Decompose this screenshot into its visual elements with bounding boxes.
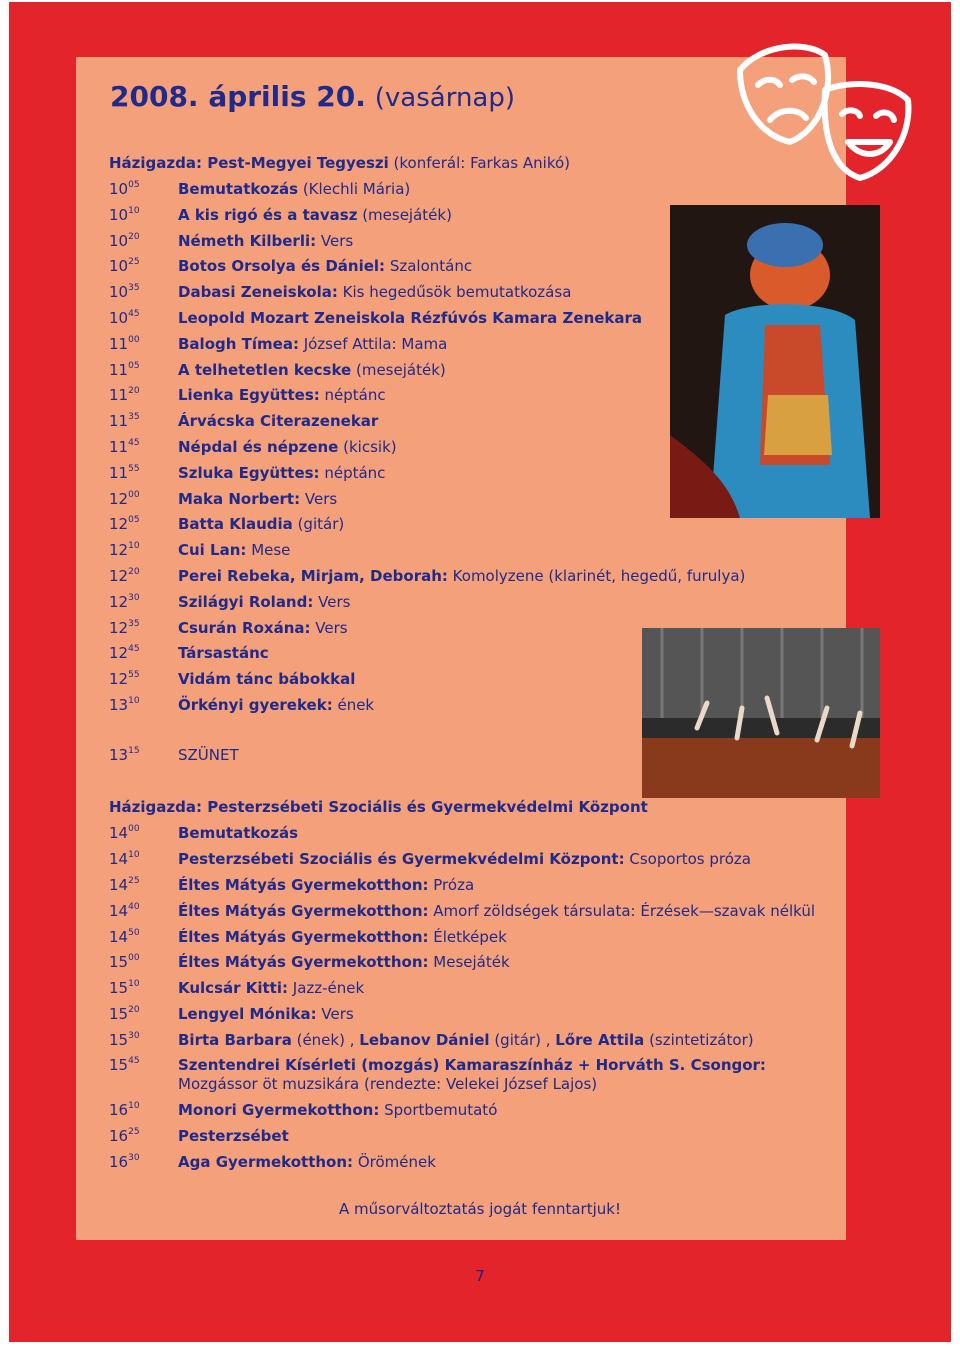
program-text: [178, 386, 818, 405]
time: [109, 1101, 174, 1120]
host-line-1: [109, 154, 570, 172]
time-minute: 25: [128, 876, 140, 886]
time-hour: 14: [109, 928, 129, 946]
performer: Németh Kilberli:: [178, 231, 317, 250]
program-text: [178, 335, 818, 354]
time: [109, 1005, 174, 1024]
time-hour: 12: [109, 592, 129, 611]
program-text: [178, 309, 818, 328]
program-text: [178, 1101, 818, 1120]
time-minute: 45: [128, 1056, 140, 1066]
performer: Lebanov Dániel: [359, 1031, 490, 1049]
time-hour: 12: [109, 618, 129, 637]
performer: Pesterzsébeti Szociális és Gyermekvédelmi Központ:: [178, 850, 625, 868]
program-detail: ének: [332, 696, 375, 714]
time-hour: 13: [109, 746, 129, 764]
time-minute: 10: [128, 696, 140, 706]
time-minute: 10: [128, 1101, 140, 1111]
program-detail: (mesejáték): [357, 205, 452, 224]
time: [109, 593, 174, 612]
time-hour: 11: [109, 438, 129, 456]
program-text: [178, 490, 818, 509]
program-text: [178, 438, 818, 457]
program-detail: Vers: [316, 231, 354, 250]
time: [109, 1031, 174, 1050]
time-hour: 12: [109, 644, 129, 663]
time-hour: 10: [109, 283, 129, 302]
time-hour: 15: [109, 1056, 129, 1074]
time-hour: 10: [109, 180, 129, 198]
performer: Bemutatkozás: [178, 180, 299, 198]
time-minute: 45: [128, 438, 140, 448]
time-minute: 00: [128, 489, 140, 500]
time-hour: 12: [109, 670, 129, 689]
program-detail: Sportbemutató: [379, 1101, 498, 1119]
time-minute: 00: [128, 334, 140, 345]
time-hour: 12: [109, 489, 129, 508]
time-minute: 35: [128, 283, 140, 294]
program-text: [178, 361, 818, 380]
time-hour: 13: [109, 696, 129, 714]
time: [109, 257, 174, 276]
page-number: 7: [475, 1267, 485, 1285]
time-hour: 12: [109, 567, 129, 585]
performer: Éltes Mátyás Gyermekotthon:: [178, 953, 429, 971]
performer: A telhetetlen kecske: [178, 360, 352, 379]
performer: A kis rigó és a tavasz: [178, 205, 358, 224]
time-minute: 00: [128, 953, 140, 963]
program-text: [178, 644, 818, 663]
performer: Monori Gyermekotthon:: [178, 1101, 380, 1119]
performer: Kulcsár Kitti:: [178, 979, 288, 997]
host-line-2: [109, 798, 648, 816]
program-text: [178, 850, 818, 869]
program-detail: Örömének: [353, 1153, 436, 1171]
time-hour: 16: [109, 1101, 129, 1119]
performer: Batta Klaudia: [178, 515, 293, 534]
time-hour: 10: [109, 309, 129, 327]
time-hour: 11: [109, 334, 129, 353]
performer: Éltes Mátyás Gyermekotthon:: [178, 876, 429, 894]
performer: Lengyel Mónika:: [178, 1005, 317, 1023]
program-detail: Mozgássor öt muzsikára (rendezte: Velekei József Lajos): [178, 1075, 598, 1093]
program-detail: Vers: [313, 592, 351, 611]
time: [109, 1127, 174, 1146]
time-hour: 14: [109, 902, 129, 920]
time-minute: 45: [128, 309, 140, 319]
time: [109, 464, 174, 483]
program-detail: (Klechli Mária): [298, 180, 411, 198]
break-label: SZÜNET: [178, 746, 239, 764]
program-detail: néptánc: [319, 386, 386, 405]
time: [109, 670, 174, 689]
performer: Vidám tánc bábokkal: [178, 670, 356, 689]
time: [109, 490, 174, 509]
performer: Csurán Roxána:: [178, 618, 311, 637]
performer: Perei Rebeka, Mirjam, Deborah:: [178, 567, 448, 585]
program-detail: (gitár): [292, 515, 345, 534]
time: [109, 928, 174, 947]
program-text: [178, 928, 818, 947]
time-hour: 15: [109, 979, 129, 997]
performer: Balogh Tímea:: [178, 334, 299, 353]
time-minute: 10: [128, 979, 140, 989]
time-hour: 11: [109, 412, 129, 431]
program-detail: Komolyzene (klarinét, hegedű, furulya): [447, 567, 746, 585]
time-minute: 20: [128, 567, 140, 577]
program-detail: Mesejáték: [428, 953, 510, 971]
time-minute: 05: [128, 180, 140, 190]
time-hour: 11: [109, 360, 129, 379]
host-1-label: Házigazda: Pest-Megyei Tegyeszi: [109, 154, 389, 172]
program-detail: Kis hegedűsök bemutatkozása: [337, 283, 572, 302]
time-hour: 16: [109, 1127, 129, 1145]
time-hour: 14: [109, 876, 129, 894]
time-minute: 20: [128, 1005, 140, 1015]
performer: Népdal és népzene: [178, 438, 339, 456]
program-text: [178, 593, 818, 612]
time: [109, 746, 174, 765]
program-text: [178, 464, 818, 483]
program-text: [178, 953, 818, 972]
time-minute: 10: [128, 850, 140, 860]
time: [109, 232, 174, 251]
performer: Birta Barbara: [178, 1031, 292, 1049]
program-text: [178, 876, 818, 895]
program-detail: (ének) ,: [291, 1031, 360, 1049]
program-text: [178, 902, 818, 921]
program-detail: Szalontánc: [385, 257, 473, 276]
time-hour: 14: [109, 850, 129, 868]
time-hour: 12: [109, 541, 129, 560]
program-detail: Próza: [428, 876, 475, 894]
performer: Botos Orsolya és Dániel:: [178, 257, 386, 276]
program-text: [178, 670, 818, 689]
performer: Szluka Együttes:: [178, 463, 320, 482]
time: [109, 567, 174, 586]
performer: Maka Norbert:: [178, 489, 301, 508]
program-text: [178, 257, 818, 276]
performer: Szilágyi Roland:: [178, 592, 314, 611]
time: [109, 438, 174, 457]
program-text: [178, 567, 818, 586]
time: [109, 824, 174, 843]
time-minute: 10: [128, 541, 140, 552]
program-text: [178, 232, 818, 251]
program-detail: (kicsik): [338, 438, 397, 456]
time: [109, 283, 174, 302]
title-day: (vasárnap): [374, 83, 516, 113]
program-text: [178, 824, 818, 843]
time-minute: 20: [128, 231, 140, 242]
program-detail: Csoportos próza: [624, 850, 751, 868]
time: [109, 876, 174, 895]
time-hour: 10: [109, 205, 129, 224]
page-title: [110, 80, 515, 113]
time: [109, 386, 174, 405]
time-hour: 16: [109, 1153, 129, 1171]
time-hour: 12: [109, 515, 129, 534]
program-detail: Vers: [310, 618, 348, 637]
time-minute: 40: [128, 902, 140, 912]
time-minute: 00: [128, 824, 140, 834]
performer: Éltes Mátyás Gyermekotthon:: [178, 902, 429, 920]
time-hour: 11: [109, 386, 129, 405]
theatre-masks-icon: [730, 30, 920, 190]
program-text: [178, 412, 818, 431]
program-text: [178, 180, 818, 199]
time: [109, 696, 174, 715]
time-minute: 25: [128, 1127, 140, 1137]
program-detail: Életképek: [428, 928, 507, 946]
time-minute: 20: [128, 386, 140, 397]
program-detail: Vers: [300, 489, 338, 508]
time: [109, 902, 174, 921]
title-date: 2008. április 20.: [110, 80, 366, 113]
program-detail: Vers: [316, 1005, 354, 1023]
time: [109, 206, 174, 225]
time-hour: 10: [109, 231, 129, 250]
time-hour: 15: [109, 953, 129, 971]
performer: Leopold Mozart Zeneiskola Rézfúvós Kamara Zenekara: [178, 309, 643, 327]
program-text: [178, 206, 818, 225]
program-text: [178, 1031, 818, 1050]
performer: Lienka Együttes:: [178, 386, 320, 405]
program-text: [178, 515, 818, 534]
performer: Éltes Mátyás Gyermekotthon:: [178, 928, 429, 946]
time-minute: 25: [128, 257, 140, 268]
host-2-label: Házigazda: Pesterzsébeti Szociális és Gyermekvédelmi Központ: [109, 798, 648, 816]
time: [109, 335, 174, 354]
time-hour: 15: [109, 1005, 129, 1023]
time-hour: 15: [109, 1031, 129, 1049]
performer: Bemutatkozás: [178, 824, 299, 842]
performer: Árvácska Citerazenekar: [178, 412, 379, 431]
time: [109, 1153, 174, 1172]
time-minute: 35: [128, 412, 140, 423]
time-minute: 50: [128, 928, 140, 938]
time-minute: 55: [128, 670, 140, 681]
performer: Dabasi Zeneiskola:: [178, 283, 338, 302]
time-minute: 30: [128, 592, 140, 603]
time-minute: 30: [128, 1031, 140, 1041]
program-detail: Amorf zöldségek társulata: Érzések—szavak nélkül: [428, 902, 816, 920]
time-hour: 10: [109, 257, 129, 276]
program-detail: Jazz-ének: [288, 979, 365, 997]
program-text: [178, 696, 818, 715]
time: [109, 953, 174, 972]
program-text: [178, 1056, 818, 1094]
time-hour: 14: [109, 824, 129, 842]
program-detail: (gitár) ,: [489, 1031, 556, 1049]
time-minute: 15: [128, 746, 140, 756]
performer: Társastánc: [178, 644, 269, 663]
performer: Örkényi gyerekek:: [178, 696, 333, 714]
performer: Pesterzsébet: [178, 1127, 289, 1145]
program-text: [178, 619, 818, 638]
program-text: [178, 541, 818, 560]
time-minute: 30: [128, 1153, 140, 1163]
performer: Cui Lan:: [178, 541, 247, 560]
time: [109, 541, 174, 560]
program-text: [178, 979, 818, 998]
time: [109, 412, 174, 431]
time-minute: 35: [128, 618, 140, 629]
performer: Lőre Attila: [555, 1031, 645, 1049]
time: [109, 644, 174, 663]
program-text: [178, 1005, 818, 1024]
time: [109, 1056, 174, 1075]
change-notice: A műsorváltoztatás jogát fenntartjuk!: [339, 1200, 621, 1218]
program-detail: József Attila: Mama: [298, 334, 448, 353]
program-text: [178, 283, 818, 302]
time: [109, 979, 174, 998]
program-detail: (mesejáték): [351, 360, 446, 379]
time: [109, 361, 174, 380]
time: [109, 180, 174, 199]
time-minute: 45: [128, 644, 140, 655]
time: [109, 515, 174, 534]
time: [109, 309, 174, 328]
program-detail: néptánc: [319, 463, 386, 482]
host-1-rest: (konferál: Farkas Anikó): [388, 154, 571, 172]
program-text: [178, 1153, 818, 1172]
program-text: [178, 1127, 818, 1146]
time-minute: 05: [128, 515, 140, 526]
program-detail: (szintetizátor): [644, 1031, 754, 1049]
time-minute: 10: [128, 205, 140, 216]
time-minute: 05: [128, 360, 140, 371]
time: [109, 619, 174, 638]
performer: Szentendrei Kísérleti (mozgás) Kamaraszínház + Horváth S. Csongor:: [178, 1056, 766, 1074]
time-hour: 11: [109, 463, 129, 482]
program-detail: Mese: [246, 541, 291, 560]
time: [109, 850, 174, 869]
time-minute: 55: [128, 463, 140, 474]
performer: Aga Gyermekotthon:: [178, 1153, 354, 1171]
